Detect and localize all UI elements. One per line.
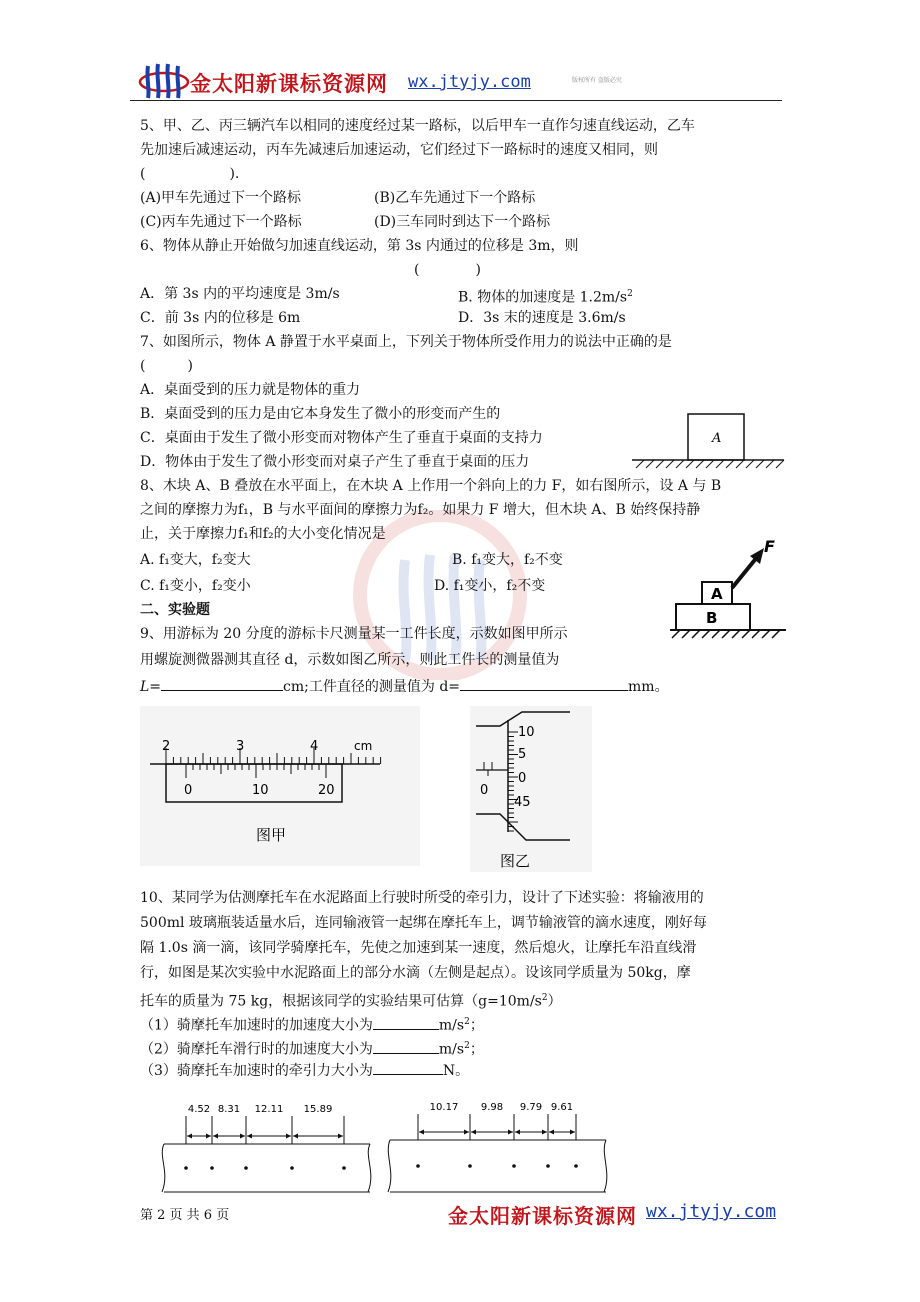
right-strip-arrow — [419, 1130, 424, 1135]
caliper-vernier-label-10: 10 — [252, 783, 269, 798]
left-strip-arrow — [286, 1134, 291, 1139]
right-strip-arrow — [464, 1130, 469, 1135]
footer-site-title: 金太阳新课标资源网 — [448, 1204, 637, 1228]
right-strip-distance-label: 9.79 — [519, 1102, 543, 1113]
q8-option-c: C. f₁变小，f₂变小 — [140, 578, 251, 594]
q9-line-2: 用螺旋测微器测其直径 d，示数如图乙所示，则此工件长的测量值为 — [140, 652, 560, 668]
micrometer-sleeve-zero: 0 — [480, 783, 489, 798]
section-heading-experiments: 二、实验题 — [140, 602, 210, 618]
q5-option-d: (D)三车同时到达下一个路标 — [374, 214, 551, 230]
q6-option-a: A．第 3s 内的平均速度是 3m/s — [140, 286, 340, 302]
site-logo — [138, 60, 190, 104]
right-strip-water-drop — [416, 1164, 420, 1168]
right-strip-distance-label: 9.61 — [550, 1102, 574, 1113]
q8-block-b-label: B — [706, 609, 718, 627]
q5-line-3: ( ). — [140, 166, 240, 182]
right-strip-water-drop — [546, 1164, 550, 1168]
left-strip-water-drop — [290, 1166, 294, 1170]
q8-line-3: 止，关于摩擦力f₁和f₂的大小变化情况是 — [140, 526, 386, 542]
q9-line-1: 9、用游标为 20 分度的游标卡尺测量某一工件长度，示数如图甲所示 — [140, 626, 568, 642]
caliper-vernier-label-0: 0 — [184, 783, 193, 798]
q9-caliper-figure — [140, 706, 420, 870]
q10-sub-3: （3）骑摩托车加速时的牵引力大小为 N。 — [140, 1060, 469, 1081]
q7-block-label: A — [712, 431, 722, 446]
left-strip-distance-label: 12.11 — [254, 1104, 284, 1115]
caliper-unit-label: cm — [354, 739, 373, 753]
left-strip-arrow — [338, 1134, 343, 1139]
q10-force-answer-blank[interactable] — [373, 1060, 443, 1075]
right-strip-arrow — [471, 1130, 476, 1135]
q6-option-d: D．3s 末的速度是 3.6m/s — [458, 310, 626, 326]
caliper-main-label-3: 3 — [236, 739, 245, 754]
caliper-main-label-4: 4 — [310, 739, 319, 754]
q9-line-3: L= cm;工件直径的测量值为 d= mm。 — [140, 676, 669, 697]
right-strip-distance-label: 9.98 — [480, 1102, 504, 1113]
left-strip-water-drop — [210, 1166, 214, 1170]
q7-option-b: B．桌面受到的压力是由它本身发生了微小的形变而产生的 — [140, 406, 501, 422]
q9-micrometer-figure — [470, 706, 592, 876]
q10-line-3: 隔 1.0s 滴一滴，该同学骑摩托车，先使之加速到某一速度，然后熄火，让摩托车沿直线滑 — [140, 940, 697, 956]
right-strip-water-drop — [574, 1164, 578, 1168]
q10-sub-2: （2）骑摩托车滑行时的加速度大小为 $m/s^2$； — [140, 1036, 484, 1060]
q10-accel-answer-blank[interactable] — [373, 1015, 439, 1030]
q7-bracket: ( ) — [140, 358, 193, 374]
caliper-caption: 图甲 — [256, 826, 287, 844]
left-strip-water-drop — [184, 1166, 188, 1170]
header-url-link[interactable]: wx.jtyjy.com — [408, 72, 531, 92]
left-strip-arrow — [240, 1134, 245, 1139]
q10-glide-accel-answer-blank[interactable] — [373, 1039, 439, 1054]
right-strip-arrow — [549, 1130, 554, 1135]
left-strip-arrow — [187, 1134, 192, 1139]
header-site-title: 金太阳新课标资源网 — [190, 72, 388, 96]
q8-force-label: F — [764, 537, 775, 556]
q9-length-answer-blank[interactable] — [161, 676, 283, 691]
caliper-vernier-label-20: 20 — [318, 783, 335, 798]
left-strip-arrow — [293, 1134, 298, 1139]
micrometer-label-45: 45 — [514, 795, 531, 810]
q10-line-2: 500ml 玻璃瓶装适量水后，连同输液管一起绑在摩托车上，调节输液管的滴水速度，刚好每 — [140, 915, 707, 931]
q5-line-1: 5、甲、乙、丙三辆汽车以相同的速度经过某一路标，以后甲车一直作匀速直线运动，乙车 — [140, 118, 695, 134]
q8-line-1: 8、木块 A、B 叠放在水平面上，在木块 A 上作用一个斜向上的力 F，如右图所示，设 A 与 B — [140, 478, 722, 494]
footer-page-number: 第 2 页 共 6 页 — [140, 1208, 230, 1223]
q10-sub-1: （1）骑摩托车加速时的加速度大小为 $m/s^2$； — [140, 1012, 484, 1036]
q10-line-5: 托车的质量为 75 kg，根据该同学的实验结果可估算$(g=10m/s^2)$ — [140, 993, 562, 1010]
left-strip-water-drop — [244, 1166, 248, 1170]
q7-option-a: A．桌面受到的压力就是物体的重力 — [140, 382, 361, 398]
header-divider — [130, 100, 782, 101]
left-strip-arrow — [213, 1134, 218, 1139]
q8-option-b: B. f₁变大，f₂不变 — [452, 552, 563, 568]
micrometer-label-0: 0 — [518, 771, 527, 786]
q6-line-1: 6、物体从静止开始做匀加速直线运动，第 3s 内通过的位移是 3m，则 — [140, 238, 579, 254]
micrometer-label-10: 10 — [518, 725, 535, 740]
q10-line-1: 10、某同学为估测摩托车在水泥路面上行驶时所受的牵引力，设计了下述实验：将输液用的 — [140, 890, 704, 906]
q8-figure-stacked-blocks — [660, 536, 790, 650]
right-strip-water-drop — [468, 1164, 472, 1168]
micrometer-label-5: 5 — [518, 747, 527, 762]
right-strip-arrow — [570, 1130, 575, 1135]
q8-block-a-label: A — [711, 585, 723, 603]
header-tiny-text: 版权所有 盗版必究 — [572, 77, 622, 84]
q5-option-b: (B)乙车先通过下一个路标 — [374, 190, 536, 206]
q6-option-c: C．前 3s 内的位移是 6m — [140, 310, 301, 326]
q5-option-c: (C)丙车先通过下一个路标 — [140, 214, 302, 230]
right-strip-water-drop — [512, 1164, 516, 1168]
left-strip-water-drop — [342, 1166, 346, 1170]
q5-line-2: 先加速后减速运动，丙车先减速后加速运动，它们经过下一路标时的速度又相同，则 — [140, 142, 658, 158]
q8-option-d: D. f₁变小，f₂不变 — [434, 578, 546, 594]
q7-option-c: C．桌面由于发生了微小形变而对物体产生了垂直于桌面的支持力 — [140, 430, 543, 446]
footer-url-link[interactable]: wx.jtyjy.com — [646, 1201, 777, 1222]
left-strip-arrow — [247, 1134, 252, 1139]
right-strip-distance-label: 10.17 — [429, 1102, 459, 1113]
q8-option-a: A. f₁变大，f₂变大 — [140, 552, 251, 568]
caliper-main-label-2: 2 — [162, 739, 171, 754]
q6-option-b: B. 物体的加速度是 $1.2m/s^2$ — [458, 289, 633, 306]
left-strip-distance-label: 8.31 — [217, 1104, 241, 1115]
right-strip-arrow — [542, 1130, 547, 1135]
q8-line-2: 之间的摩擦力为f₁，B 与水平面间的摩擦力为f₂。如果力 F 增大，但木块 A、B 始终保持静 — [140, 502, 701, 518]
q6-bracket: ( ) — [414, 262, 481, 278]
q10-line-4: 行，如图是某次实验中水泥路面上的部分水滴（左侧是起点）。设该同学质量为 50kg，摩 — [140, 965, 691, 981]
right-strip-arrow — [515, 1130, 520, 1135]
left-strip-distance-label: 4.52 — [187, 1104, 211, 1115]
q7-option-d: D．物体由于发生了微小形变而对桌子产生了垂直于桌面的压力 — [140, 454, 530, 470]
q5-option-a: (A)甲车先通过下一个路标 — [140, 190, 302, 206]
q9-diameter-answer-blank[interactable] — [460, 676, 628, 691]
micrometer-caption: 图乙 — [500, 852, 531, 870]
q7-line-1: 7、如图所示，物体 A 静置于水平桌面上，下列关于物体所受作用力的说法中正确的是 — [140, 334, 672, 350]
right-strip-arrow — [508, 1130, 513, 1135]
q10-water-drops-figure — [150, 1096, 620, 1200]
left-strip-distance-label: 15.89 — [303, 1104, 333, 1115]
q7-figure-block-on-table — [628, 410, 788, 476]
left-strip-arrow — [206, 1134, 211, 1139]
